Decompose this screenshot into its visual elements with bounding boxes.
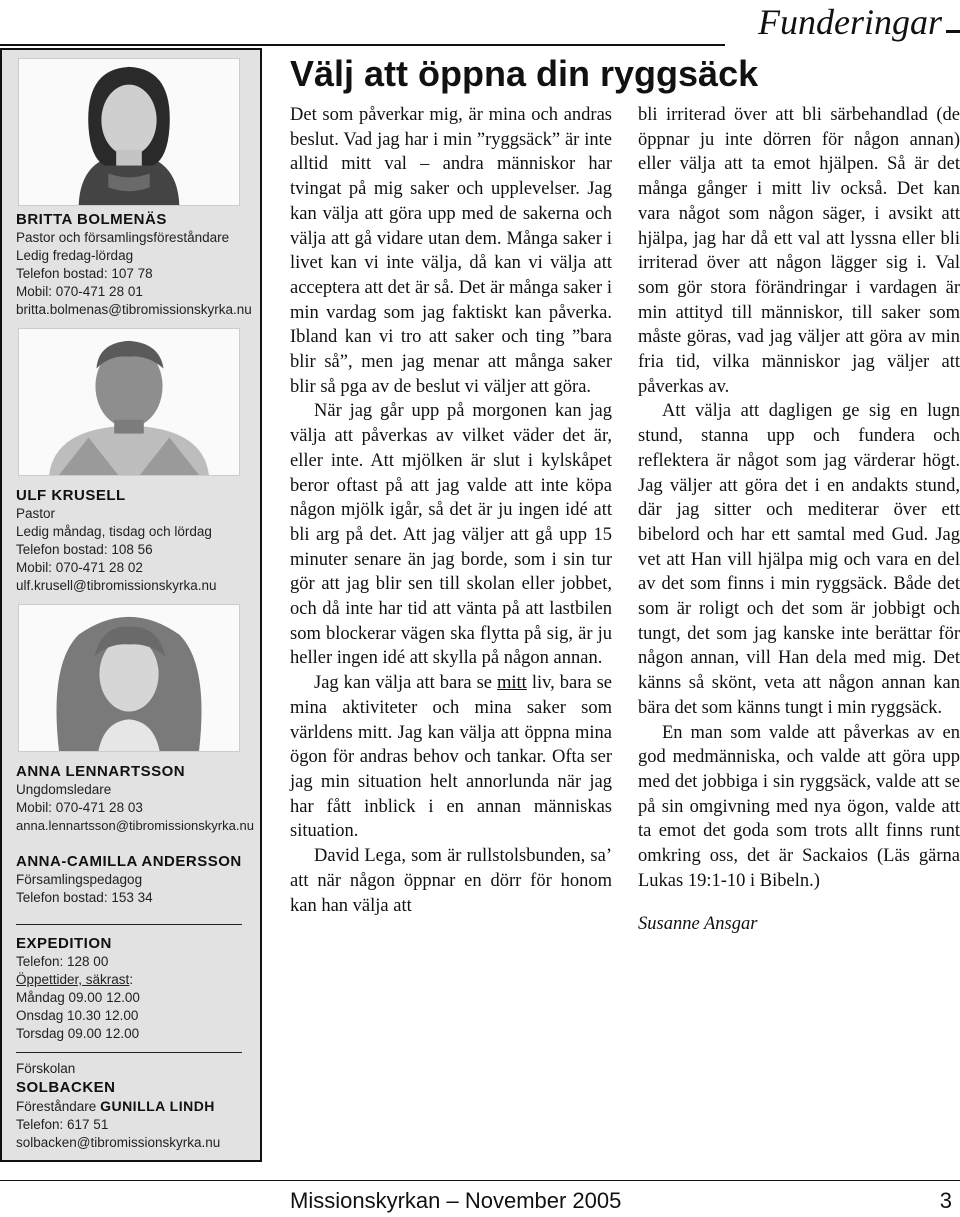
staff-card-britta xyxy=(16,210,256,319)
staff-home-phone: Telefon bostad: 153 34 xyxy=(16,890,153,905)
article-paragraph: Att välja att dagligen ge sig en lugn stund, stanna upp och fundera och reflektera är något som jag värderar högt. Jag väljer att göra det i en andakts stund, där jag sitter och mediterar över ett bibelord och har ett samtal med Gud. Jag vet att Han vill hjälpa mig och vara en del av det som finns i min ryggsäck. Både det som är roligt och det som är jobbigt och tungt, det som jag kanske inte berättar för någon annan, vill Han dela med mig. Det känns så skönt, veta att någon annan kan bära det som känns tungt i min ryggsäck. xyxy=(638,401,960,718)
staff-role: Pastor xyxy=(16,506,56,521)
staff-card-ulf xyxy=(16,486,256,595)
section-dash xyxy=(946,30,960,33)
staff-photo-anna xyxy=(18,604,240,752)
staff-card-anna xyxy=(16,762,256,835)
staff-home-phone: Telefon bostad: 107 78 xyxy=(16,266,153,281)
article-column-left xyxy=(290,103,612,918)
staff-name: BRITTA BOLMENÄS xyxy=(16,211,167,228)
opening-hours-label xyxy=(16,971,256,989)
opening-hours-row: Onsdag 10.30 12.00 xyxy=(16,1008,139,1023)
staff-name: ANNA LENNARTSSON xyxy=(16,763,186,780)
preschool-label: Förskolan xyxy=(16,1061,76,1076)
staff-mobile: Mobil: 070-471 28 01 xyxy=(16,284,143,299)
article-paragraph: En man som valde att påverkas av en god medmänniska, och valde att göra upp med det jobbiga i sin ryggsäck, valde att se på sin omgivning med nya ögon, valde att ta emot det goda som trots allt finns runt omkring oss, det är Sackaios (Läs gärna Lukas 19:1-10 i Bibeln.) xyxy=(638,722,960,891)
preschool-manager xyxy=(16,1097,256,1116)
article-paragraph: bli irriterad över att bli särbehandlad (de öppnar ju inte dörren för någon annan) eller välja att ta emot hjälpen. Så är det många gånger i mitt liv också. Det kan vara något som någon säger, i avsikt att hjälpa, jag har då ett val att lyssna eller bli irriterad över att någon lägger sig i. Val som gör stora förändringar i vardagen är min attityd till människor, till saker som måste göras, vad jag väljer att göra av min fria tid, vilka människor jag väljer att påverkas av. xyxy=(638,105,960,397)
staff-card-anna-camilla xyxy=(16,852,256,907)
opening-hours-colon: : xyxy=(129,972,134,987)
staff-role: Pastor och församlingsföreståndare xyxy=(16,230,230,245)
paragraph-text: liv, bara se mina aktiviteter och mina saker som världens mitt. Jag kan välja att öppna mina ögon för andras behov och tankar. Ofta ser jag min situation helt annorlunda när jag har fått inblick i en annan människas situation. xyxy=(290,673,612,842)
expedition-title: EXPEDITION xyxy=(16,935,112,952)
staff-email[interactable]: ulf.krusell@tibromissionskyrka.nu xyxy=(16,578,217,593)
staff-availability: Ledig måndag, tisdag och lördag xyxy=(16,524,212,539)
expedition-card xyxy=(16,934,256,1043)
section-title: Funderingar xyxy=(758,2,942,42)
staff-email[interactable]: britta.bolmenas@tibromissionskyrka.nu xyxy=(16,302,252,317)
article-paragraph xyxy=(290,671,612,844)
article-column-right xyxy=(638,103,960,936)
staff-mobile: Mobil: 070-471 28 03 xyxy=(16,800,143,815)
portrait-woman-dark-hair xyxy=(19,59,239,205)
staff-home-phone: Telefon bostad: 108 56 xyxy=(16,542,153,557)
staff-name: ULF KRUSELL xyxy=(16,487,126,504)
staff-photo-ulf xyxy=(18,328,240,476)
preschool-email[interactable]: solbacken@tibromissionskyrka.nu xyxy=(16,1135,221,1150)
article-title: Välj att öppna din ryggsäck xyxy=(290,53,759,94)
manager-label: Föreståndare xyxy=(16,1099,97,1114)
portrait-man-sweater xyxy=(19,329,239,475)
staff-name: ANNA-CAMILLA ANDERSSON xyxy=(16,853,242,870)
underlined-word: mitt xyxy=(497,673,527,694)
sidebar-divider xyxy=(16,924,242,925)
expedition-phone: Telefon: 128 00 xyxy=(16,954,109,969)
author-signature: Susanne Ansgar xyxy=(638,913,758,934)
staff-sidebar xyxy=(0,48,262,1162)
portrait-woman-curly-hair xyxy=(19,605,239,751)
article-paragraph: Det som påverkar mig, är mina och andras beslut. Vad jag har i min ”ryggsäck” är inte alltid mitt val – andra människor har tvingat på mig saker och upplevelser. Jag kan välja att göra upp med de sakerna och välja att gå vidare utan dem. Många saker i livet kan vi inte välja, då kan vi välja att acceptera att det är så. Det är många saker i min vardag som jag faktiskt kan påverka. Ibland kan vi tro att saker och ting ”bara blir så”, men jag menar att många saker blir så pga av de beslut vi väljer att göra. xyxy=(290,105,612,397)
header-rule xyxy=(0,44,725,46)
preschool-name: SOLBACKEN xyxy=(16,1079,116,1096)
staff-role: Ungdomsledare xyxy=(16,782,112,797)
manager-name: GUNILLA LINDH xyxy=(100,1098,215,1114)
staff-photo-britta xyxy=(18,58,240,206)
opening-hours-row: Torsdag 09.00 12.00 xyxy=(16,1026,140,1041)
page-number: 3 xyxy=(939,1188,952,1213)
footer-rule xyxy=(0,1180,960,1181)
staff-availability: Ledig fredag-lördag xyxy=(16,248,134,263)
article-paragraph: När jag går upp på morgonen kan jag välja att påverkas av vilket väder det är, eller inte. Att mjölken är slut i kylskåpet beror oftast på att jag valde att inte köpa någon mjölk igår, så det är ju ingen idé att bli arg på det. Att jag väljer att gå upp 15 minuter senare än jag borde, som i sin tur gör att jag blir sen till skolan eller jobbet, och då inte har tid att vänta på att lastbilen som blockerar vägen ska flytta på sig, är ju heller ingen idé att skylla på någon annan. xyxy=(290,401,612,669)
paragraph-text: Jag kan välja att bara se xyxy=(314,673,498,694)
sidebar-divider xyxy=(16,1052,242,1053)
opening-hours-row: Måndag 09.00 12.00 xyxy=(16,990,140,1005)
preschool-card xyxy=(16,1060,256,1152)
staff-mobile: Mobil: 070-471 28 02 xyxy=(16,560,143,575)
article-paragraph: David Lega, som är rullstolsbunden, sa’ att när någon öppnar en dörr för honom kan han välja att xyxy=(290,846,612,916)
staff-role: Församlingspedagog xyxy=(16,872,143,887)
preschool-phone: Telefon: 617 51 xyxy=(16,1117,109,1132)
opening-hours-label-text: Öppettider, säkrast xyxy=(16,972,130,987)
footer-publication: Missionskyrkan – November 2005 xyxy=(290,1188,622,1213)
staff-email[interactable]: anna.lennartsson@tibromissionskyrka.nu xyxy=(16,818,254,833)
